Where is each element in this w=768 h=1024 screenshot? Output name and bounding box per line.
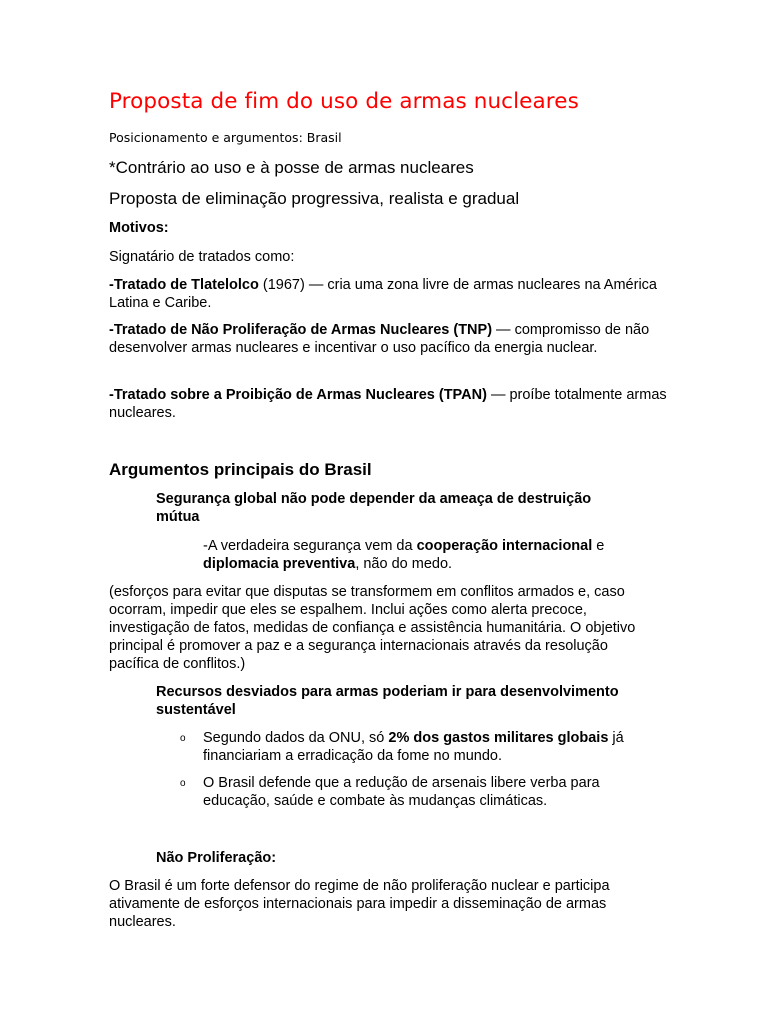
argument-heading: Segurança global não pode depender da ameaça de destruição mútua [156,491,592,525]
bullet-marker: o [180,733,186,744]
treaty-text: — proíbe totalmente armas nucleares. [109,387,667,421]
treaty-text: (1967) — cria uma zona livre de armas nucleares na América Latina e Caribe. [109,277,657,311]
treaty-name: -Tratado de Não Proliferação de Armas Nucleares (TNP) [109,322,493,338]
argument-text: O Brasil é um forte defensor do regime de não proliferação nuclear e participa ativamente de esforços internacionais para impedir a disseminação de armas nucleares. [109,878,610,930]
motives-heading: Motivos: [109,220,169,236]
position-line: *Contrário ao uso e à posse de armas nucleares [109,158,474,177]
argument-explanation: (esforços para evitar que disputas se transformem em conflitos armados e, caso ocorram, impedir que eles se espalhem. Inclui ações como alerta precoce, investigação de fatos, medidas de confiança e assistência humanitária. O objetivo principal é promover a paz e a segurança internacionais através da resolução pacífica de conflitos.) [109,584,636,672]
treaty-item [109,276,669,312]
argument-heading: Não Proliferação: [156,850,277,866]
treaty-item [109,321,669,357]
signatory-intro: Signatário de tratados como: [109,249,295,265]
page-title: Proposta de fim do uso de armas nucleares [109,89,579,114]
arguments-heading: Argumentos principais do Brasil [109,460,372,479]
bullet-marker: o [180,778,186,789]
argument-heading: Recursos desviados para armas poderiam ir para desenvolvimento sustentável [156,684,619,718]
subtitle: Posicionamento e argumentos: Brasil [109,130,342,145]
argument-detail: -A verdadeira segurança vem da cooperação internacional e diplomacia preventiva, não do medo. [203,538,605,572]
treaty-name: -Tratado de Tlatelolco [109,277,259,293]
treaty-item [109,386,669,422]
treaty-name: -Tratado sobre a Proibição de Armas Nucleares (TPAN) [109,387,487,403]
bullet-item: Segundo dados da ONU, só 2% dos gastos militares globais já financiariam a erradicação da fome no mundo. [203,730,624,764]
bullet-item: O Brasil defende que a redução de arsenais libere verba para educação, saúde e combate às mudanças climáticas. [203,775,600,809]
treaty-text: — compromisso de não desenvolver armas nucleares e incentivar o uso pacífico da energia nuclear. [109,322,650,356]
proposal-line: Proposta de eliminação progressiva, realista e gradual [109,189,520,208]
